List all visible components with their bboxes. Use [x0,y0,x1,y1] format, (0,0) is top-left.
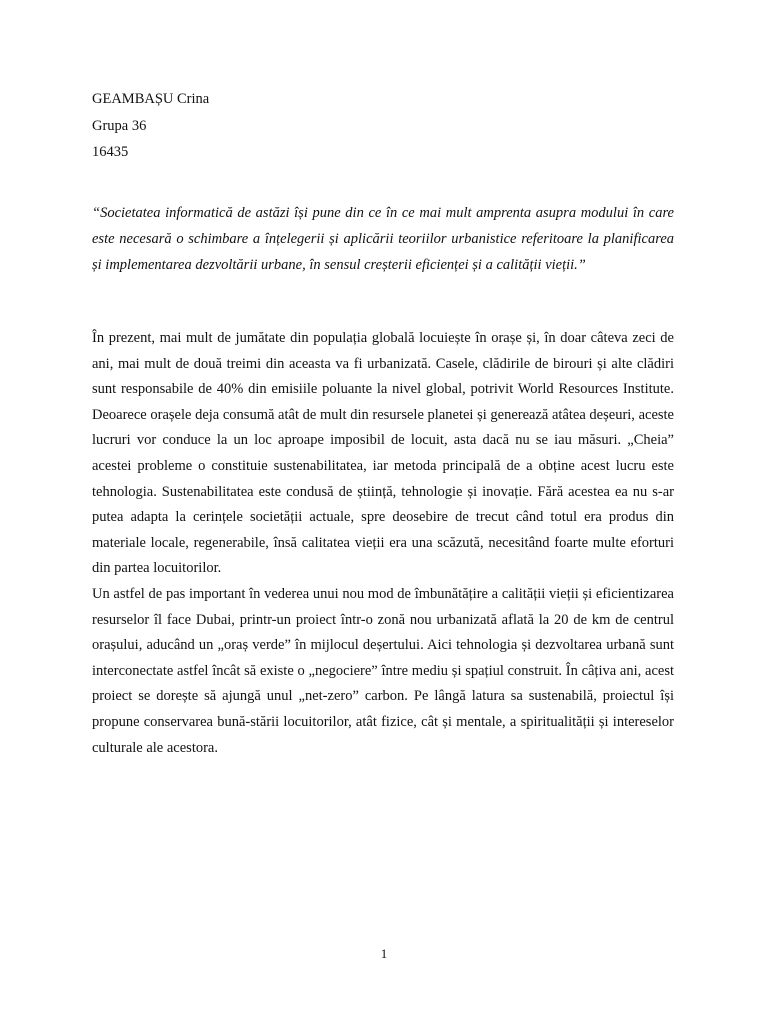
page-number: 1 [380,946,388,961]
paragraph-2: Un astfel de pas important în vederea unui nou mod de îmbunătățire a calității vieții și eficientizarea resurselor îl face Dubai, printr-un proiect într-o zonă nou urbanizată aflată la 20 de km de centrul orașului, aducând un „oraș verde” în mijlocul deșertului. Aici tehnologia și dezvoltarea urbană sunt interconectate astfel încât să existe o „negociere” între mediu și spațiul construit. În câțiva ani, acest proiect se dorește să ajungă unul „net-zero” carbon. Pe lângă latura sa sustenabilă, proiectul își propune conservarea bună-stării locuitorilor, atât fizice, cât și mentale, a spiritualității și intereselor culturale ale acestora. [92,585,674,756]
author-header [92,86,209,166]
paragraph-1: În prezent, mai mult de jumătate din populația globală locuiește în orașe și, în doar câteva zeci de ani, mai mult de două treimi din aceasta va fi urbanizată. Casele, clădirile de birouri și alte clădiri sunt responsabile de 40% din emisiile poluante la nivel global, potrivit World Resources Institute. Deoarece orașele deja consumă atât de mult din resursele planetei și generează atâtea deșeuri, aceste lucruri vor conduce la un loc aproape imposibil de locuit, asta dacă nu se iau măsuri. „Cheia” acestei probleme o constituie sustenabilitatea, iar metoda principală de a obține acest lucru este tehnologia. Sustenabilitatea este condusă de știință, tehnologie și inovație. Fără acestea ea nu s-ar putea adapta la cerințele societății actuale, spre deosebire de trecut când totul era produs din materiale locale, regenerabile, însă calitatea vieții era una scăzută, necesitând foarte multe eforturi din partea locuitorilor. [92,330,674,577]
body-text [92,326,674,761]
student-id: 16435 [92,144,129,160]
epigraph-quote: “Societatea informatică de astăzi își pune din ce în ce mai mult amprenta asupra modului în care este necesară o schimbare a înțelegerii și aplicării teoriilor urbanistice referitoare la planificarea și implementarea dezvoltării urbane, în sensul creșterii eficienței și a calității vieții.” [92,205,674,273]
author-name: GEAMBAȘU Crina [92,91,210,107]
group-label: Grupa 36 [92,117,147,134]
